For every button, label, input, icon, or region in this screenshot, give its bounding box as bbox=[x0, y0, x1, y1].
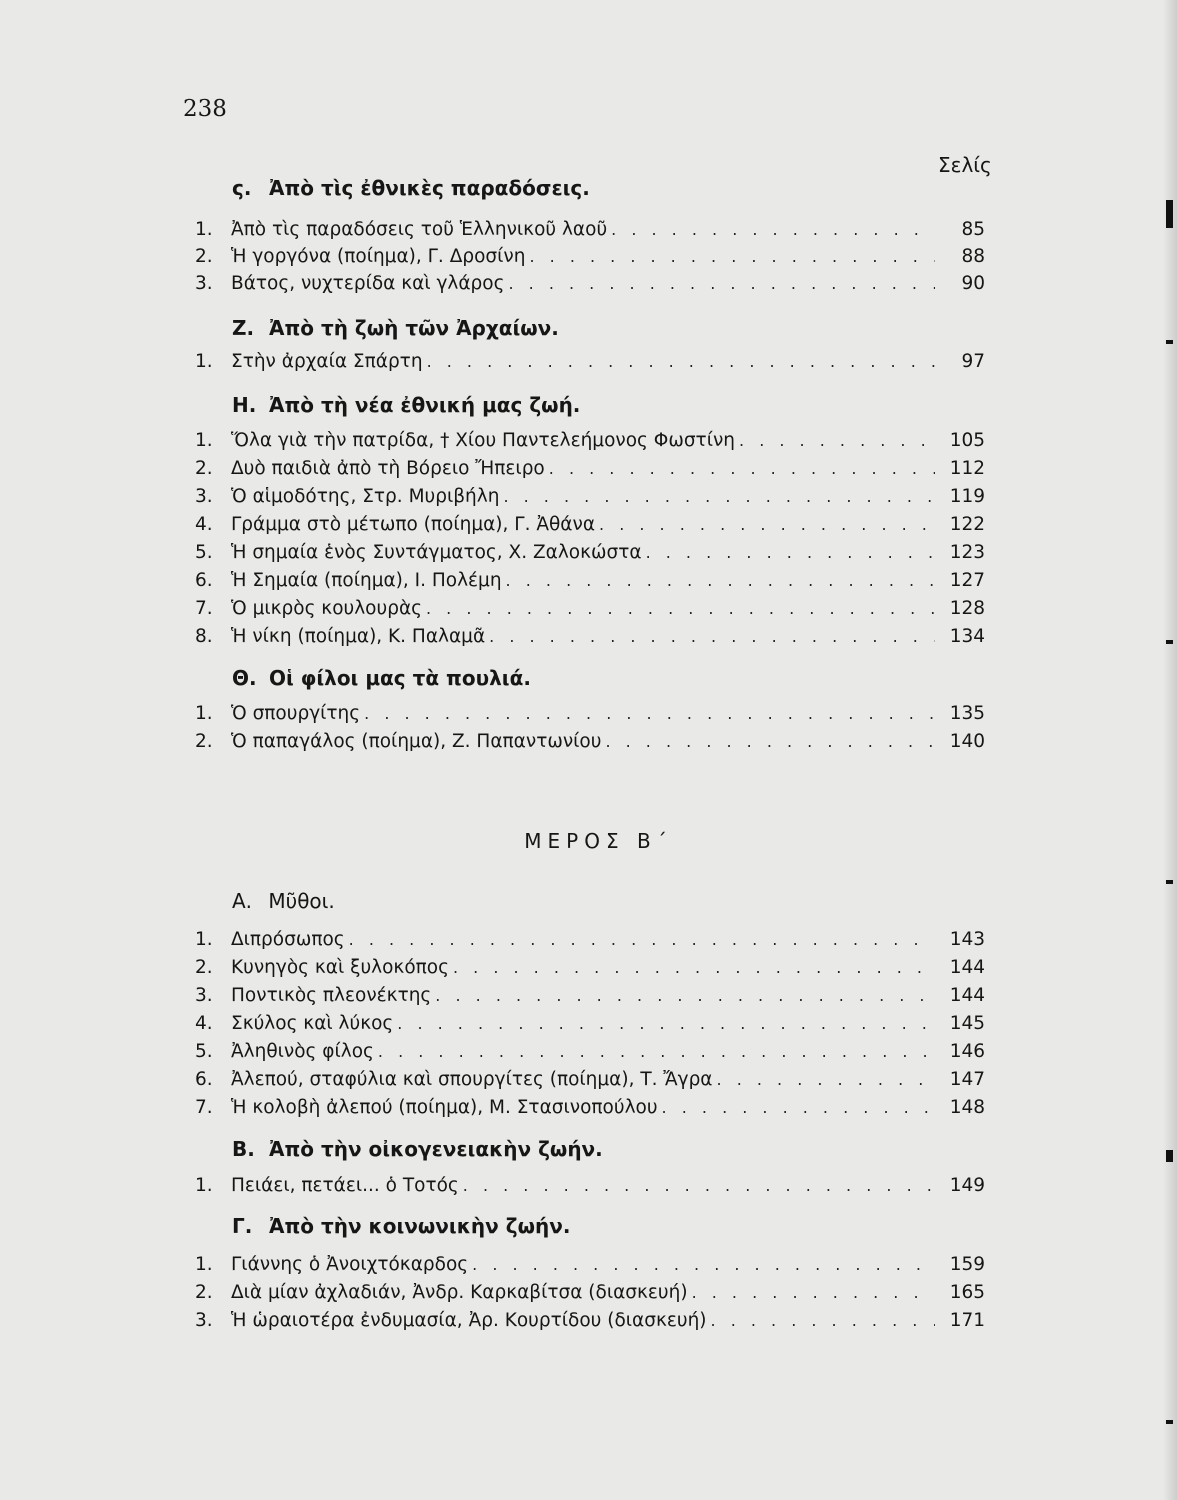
entry-title: Ὅλα γιὰ τὴν πατρίδα, † Χίου Παντελεήμονος Φωστίνη bbox=[231, 430, 736, 451]
toc-entry bbox=[195, 542, 985, 568]
section-letter: Ζ. bbox=[232, 316, 255, 340]
dot-leader bbox=[489, 627, 935, 646]
binding-mark bbox=[1166, 880, 1173, 884]
entry-title: Ὁ αἱμοδότης, Στρ. Μυριβήλη bbox=[231, 486, 500, 507]
entry-number: 1. bbox=[195, 929, 213, 950]
entry-page: 85 bbox=[961, 219, 985, 240]
toc-entry bbox=[195, 598, 985, 624]
dot-leader bbox=[506, 571, 935, 590]
entry-title: Διπρόσωπος bbox=[231, 929, 345, 950]
entry-title: Ποντικὸς πλεονέκτης bbox=[231, 985, 432, 1006]
entry-title: Γράμμα στὸ μέτωπο (ποίημα), Γ. Ἀθάνα bbox=[231, 514, 596, 535]
entry-page: 159 bbox=[949, 1254, 985, 1275]
entry-number: 2. bbox=[195, 458, 213, 479]
section-letter: Α. bbox=[232, 889, 253, 913]
entry-number: 5. bbox=[195, 542, 213, 563]
dot-leader bbox=[599, 515, 935, 534]
binding-mark bbox=[1166, 200, 1173, 228]
section-title: Ἀπὸ τὴν κοινωνικὴν ζωήν. bbox=[268, 1214, 571, 1238]
entry-title: Ἡ γοργόνα (ποίημα), Γ. Δροσίνη bbox=[231, 246, 526, 267]
dot-leader bbox=[549, 459, 935, 478]
dot-leader bbox=[739, 431, 935, 450]
entry-title: Σκύλος καὶ λύκος bbox=[231, 1013, 394, 1034]
dot-leader bbox=[463, 1176, 935, 1195]
dot-leader bbox=[646, 543, 935, 562]
toc-entry bbox=[195, 1310, 985, 1336]
section-heading bbox=[232, 1214, 570, 1238]
entry-title: Ἡ κολοβὴ ἀλεπού (ποίημα), Μ. Στασινοπούλου bbox=[231, 1097, 658, 1118]
entry-page: 143 bbox=[949, 929, 985, 950]
entry-number: 2. bbox=[195, 1282, 213, 1303]
entry-title: Ὁ παπαγάλος (ποίημα), Ζ. Παπαντωνίου bbox=[231, 731, 602, 752]
section-heading bbox=[232, 316, 559, 340]
toc-entry bbox=[195, 219, 985, 245]
entry-page: 147 bbox=[949, 1069, 985, 1090]
entry-number: 2. bbox=[195, 957, 213, 978]
entry-number: 3. bbox=[195, 985, 213, 1006]
binding-mark bbox=[1166, 1420, 1173, 1424]
section-title: Ἀπὸ τὴ ζωὴ τῶν Ἀρχαίων. bbox=[268, 316, 559, 340]
toc-entry bbox=[195, 514, 985, 540]
dot-leader bbox=[717, 1070, 935, 1089]
entry-page: 112 bbox=[949, 458, 985, 479]
dot-leader bbox=[349, 930, 935, 949]
entry-page: 119 bbox=[949, 486, 985, 507]
section-letter: Β. bbox=[232, 1137, 255, 1161]
entry-number: 3. bbox=[195, 273, 213, 294]
section-heading bbox=[232, 1137, 603, 1161]
entry-page: 140 bbox=[949, 731, 985, 752]
section-heading bbox=[232, 393, 580, 417]
entry-number: 1. bbox=[195, 1254, 213, 1275]
entry-number: 5. bbox=[195, 1041, 213, 1062]
entry-page: 88 bbox=[961, 246, 985, 267]
entry-number: 6. bbox=[195, 570, 213, 591]
toc-entry bbox=[195, 1013, 985, 1039]
entry-number: 1. bbox=[195, 430, 213, 451]
section-letter: Γ. bbox=[232, 1214, 253, 1238]
toc-entry bbox=[195, 731, 985, 757]
entry-title: Γιάννης ὁ Ἀνοιχτόκαρδος bbox=[231, 1254, 469, 1275]
entry-number: 3. bbox=[195, 1310, 213, 1331]
entry-title: Πειάει, πετάει... ὁ Τοτός bbox=[231, 1175, 459, 1196]
dot-leader bbox=[426, 599, 935, 618]
entry-title: Ἡ νίκη (ποίημα), Κ. Παλαμᾶ bbox=[231, 626, 486, 647]
section-title: Ἀπὸ τὶς ἐθνικὲς παραδόσεις. bbox=[268, 176, 590, 200]
entry-page: 123 bbox=[949, 542, 985, 563]
section-title: Μῦθοι. bbox=[268, 889, 335, 913]
entry-title: Κυνηγὸς καὶ ξυλοκόπος bbox=[231, 957, 449, 978]
entry-page: 134 bbox=[949, 626, 985, 647]
toc-entry bbox=[195, 1254, 985, 1280]
dot-leader bbox=[503, 487, 935, 506]
binding-mark bbox=[1166, 640, 1173, 644]
dot-leader bbox=[435, 986, 935, 1005]
dot-leader bbox=[692, 1283, 935, 1302]
section-heading bbox=[232, 176, 590, 200]
dot-leader bbox=[529, 247, 935, 266]
dot-leader bbox=[472, 1255, 935, 1274]
entry-title: Ὁ σπουργίτης bbox=[231, 703, 361, 724]
entry-number: 8. bbox=[195, 626, 213, 647]
entry-number: 4. bbox=[195, 514, 213, 535]
dot-leader bbox=[508, 274, 935, 293]
entry-title: Ἡ ὡραιοτέρα ἐνδυμασία, Ἀρ. Κουρτίδου (διασκευή) bbox=[231, 1310, 707, 1331]
entry-page: 146 bbox=[949, 1041, 985, 1062]
entry-page: 144 bbox=[949, 985, 985, 1006]
toc-entry bbox=[195, 570, 985, 596]
entry-title: Δυὸ παιδιὰ ἀπὸ τὴ Βόρειο Ἤπειρο bbox=[231, 458, 545, 479]
toc-entry bbox=[195, 430, 985, 456]
entry-number: 3. bbox=[195, 486, 213, 507]
toc-entry bbox=[195, 626, 985, 652]
entry-number: 2. bbox=[195, 731, 213, 752]
dot-leader bbox=[427, 352, 935, 371]
section-title: Ἀπὸ τὴν οἰκογενειακὴν ζωήν. bbox=[268, 1137, 603, 1161]
page-column-header: Σελίς bbox=[938, 153, 992, 177]
toc-entry bbox=[195, 486, 985, 512]
toc-entry bbox=[195, 1041, 985, 1067]
toc-entry bbox=[195, 1069, 985, 1095]
toc-entry bbox=[195, 273, 985, 299]
toc-entry bbox=[195, 985, 985, 1011]
section-letter: ς. bbox=[232, 176, 252, 200]
entry-page: 97 bbox=[961, 351, 985, 372]
entry-page: 149 bbox=[949, 1175, 985, 1196]
entry-title: Διὰ μίαν ἀχλαδιάν, Ἀνδρ. Καρκαβίτσα (διασκευή) bbox=[231, 1282, 688, 1303]
entry-page: 105 bbox=[949, 430, 985, 451]
entry-page: 148 bbox=[949, 1097, 985, 1118]
dot-leader bbox=[605, 732, 935, 751]
entry-page: 171 bbox=[949, 1310, 985, 1331]
dot-leader bbox=[453, 958, 935, 977]
entry-title: Ἡ σημαία ἑνὸς Συντάγματος, Χ. Ζαλοκώστα bbox=[231, 542, 642, 563]
entry-number: 6. bbox=[195, 1069, 213, 1090]
entry-number: 1. bbox=[195, 1175, 213, 1196]
entry-title: Ἀλεπού, σταφύλια καὶ σπουργίτες (ποίημα), Τ. Ἄγρα bbox=[231, 1069, 713, 1090]
toc-entry bbox=[195, 1282, 985, 1308]
entry-number: 2. bbox=[195, 246, 213, 267]
toc-entry bbox=[195, 351, 985, 377]
toc-entry bbox=[195, 703, 985, 729]
entry-title: Βάτος, νυχτερίδα καὶ γλάρος bbox=[231, 273, 505, 294]
section-letter: Θ. bbox=[232, 666, 257, 690]
entry-title: Ὁ μικρὸς κουλουρὰς bbox=[231, 598, 422, 619]
entry-title: Ἀληθινὸς φίλος bbox=[231, 1041, 374, 1062]
toc-entry bbox=[195, 246, 985, 272]
section-title: Οἱ φίλοι μας τὰ πουλιά. bbox=[268, 666, 531, 690]
part-title: ΜΕΡΟΣ Β΄ bbox=[524, 829, 673, 853]
section-letter: Η. bbox=[232, 393, 257, 417]
entry-page: 127 bbox=[949, 570, 985, 591]
entry-title: Ἡ Σημαία (ποίημα), Ι. Πολέμη bbox=[231, 570, 502, 591]
toc-entry bbox=[195, 957, 985, 983]
dot-leader bbox=[611, 220, 935, 239]
entry-title: Ἀπὸ τὶς παραδόσεις τοῦ Ἑλληνικοῦ λαοῦ bbox=[231, 219, 608, 240]
toc-entry bbox=[195, 929, 985, 955]
entry-page: 165 bbox=[949, 1282, 985, 1303]
binding-mark bbox=[1166, 340, 1173, 344]
toc-entry bbox=[195, 1175, 985, 1201]
entry-number: 7. bbox=[195, 598, 213, 619]
dot-leader bbox=[662, 1098, 935, 1117]
entry-number: 1. bbox=[195, 219, 213, 240]
dot-leader bbox=[378, 1042, 935, 1061]
page-number: 238 bbox=[183, 96, 227, 122]
entry-page: 135 bbox=[949, 703, 985, 724]
section-title: Ἀπὸ τὴ νέα ἐθνική μας ζωή. bbox=[268, 393, 581, 417]
dot-leader bbox=[711, 1311, 935, 1330]
entry-page: 145 bbox=[949, 1013, 985, 1034]
dot-leader bbox=[397, 1014, 935, 1033]
entry-page: 144 bbox=[949, 957, 985, 978]
entry-page: 128 bbox=[949, 598, 985, 619]
toc-entry bbox=[195, 458, 985, 484]
binding-mark bbox=[1166, 1150, 1173, 1162]
entry-number: 7. bbox=[195, 1097, 213, 1118]
entry-number: 4. bbox=[195, 1013, 213, 1034]
entry-page: 122 bbox=[949, 514, 985, 535]
toc-entry bbox=[195, 1097, 985, 1123]
dot-leader bbox=[364, 704, 935, 723]
entry-number: 1. bbox=[195, 351, 213, 372]
entry-number: 1. bbox=[195, 703, 213, 724]
section-heading bbox=[232, 666, 531, 690]
entry-title: Στὴν ἀρχαία Σπάρτη bbox=[231, 351, 423, 372]
entry-page: 90 bbox=[961, 273, 985, 294]
section-heading bbox=[232, 889, 335, 913]
